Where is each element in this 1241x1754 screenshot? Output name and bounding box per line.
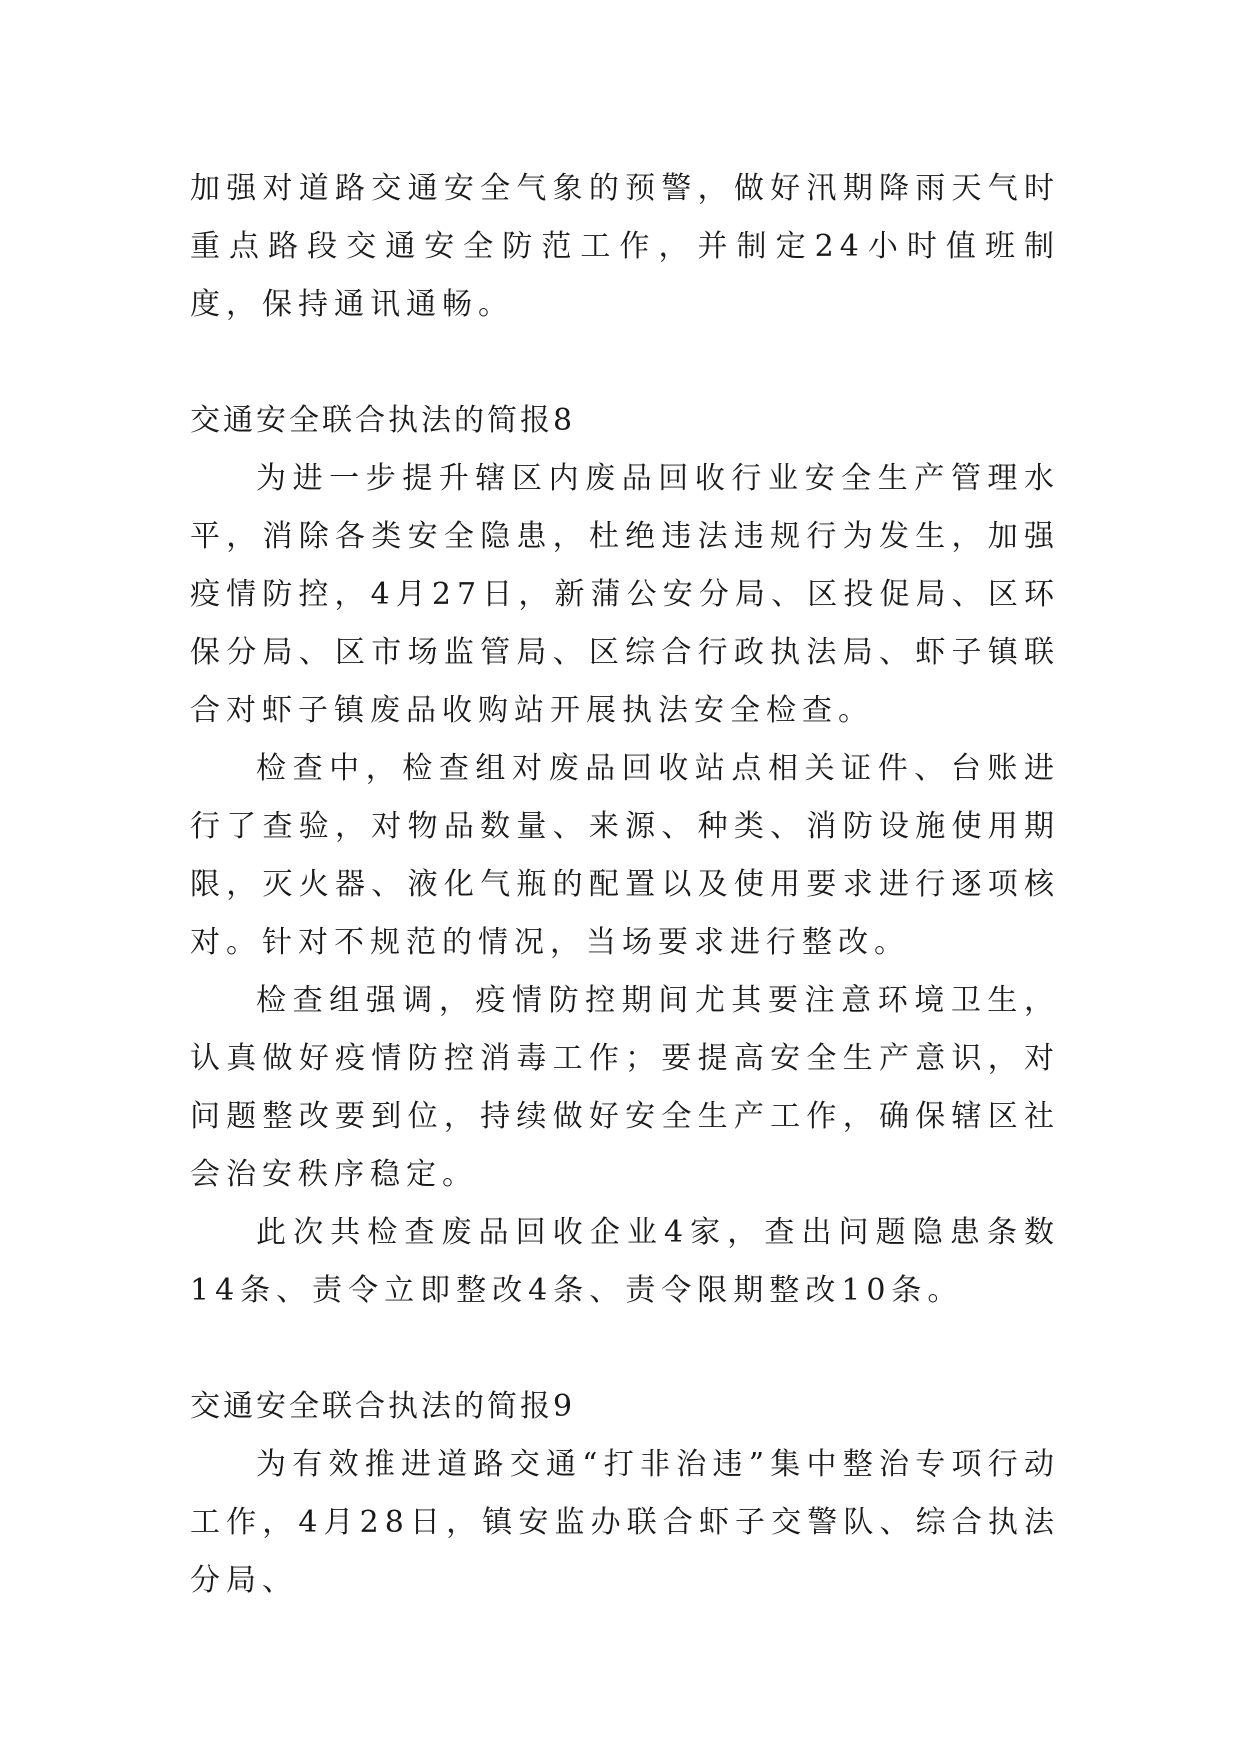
section-heading-8: 交通安全联合执法的简报8: [190, 403, 576, 438]
paragraph: 检查中，检查组对废品回收站点相关证件、台账进行了查验，对物品数量、来源、种类、消防设施使用期限，灭火器、液化气瓶的配置以及使用要求进行逐项核对。针对不规范的情况，当场要求进行整改。: [190, 751, 1060, 960]
paragraph: 为进一步提升辖区内废品回收行业安全生产管理水平，消除各类安全隐患，杜绝违法违规行为发生，加强疫情防控，4月27日，新蒲公安分局、区投促局、区环保分局、区市场监管局、区综合行政执法局、虾子镇联合对虾子镇废品收购站开展执法安全检查。: [190, 461, 1060, 728]
paragraph: 此次共检查废品回收企业4家，查出问题隐患条数14条、责令立即整改4条、责令限期整改10条。: [190, 1215, 1060, 1308]
paragraph: 检查组强调，疫情防控期间尤其要注意环境卫生，认真做好疫情防控消毒工作；要提高安全生产意识，对问题整改要到位，持续做好安全生产工作，确保辖区社会治安秩序稳定。: [190, 983, 1060, 1192]
paragraph-continuation: 加强对道路交通安全气象的预警，做好汛期降雨天气时重点路段交通安全防范工作，并制定24小时值班制度，保持通讯通畅。: [190, 171, 1060, 322]
document-body: [190, 160, 1060, 1610]
section-heading-9: 交通安全联合执法的简报9: [190, 1389, 576, 1424]
paragraph: 为有效推进道路交通“打非治违”集中整治专项行动工作，4月28日，镇安监办联合虾子交警队、综合执法分局、: [190, 1447, 1060, 1598]
